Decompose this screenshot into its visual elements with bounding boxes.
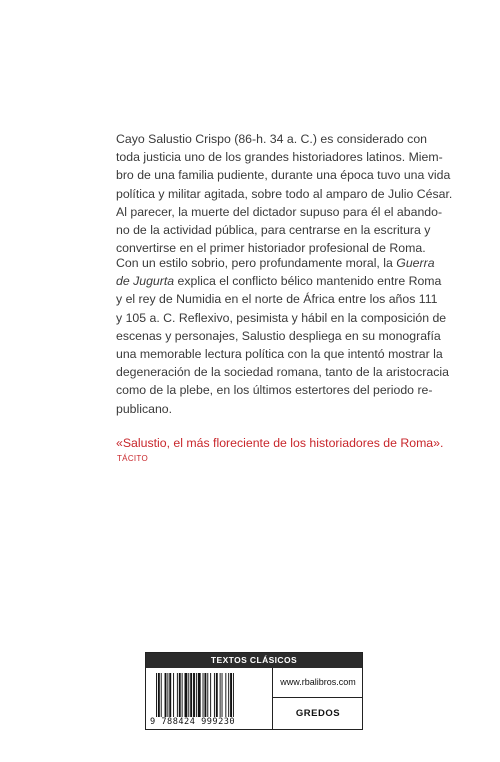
quote-author: TÁCITO [117, 454, 148, 463]
barcode-bar [220, 673, 221, 717]
text-line: toda justicia uno de los grandes historiadores latinos. Miem- [116, 150, 443, 165]
barcode-bar [210, 673, 211, 717]
text-line: no de la actividad pública, para centrarse en la escritura y [116, 223, 431, 238]
barcode-bar [198, 673, 201, 717]
barcode-bar [182, 673, 183, 717]
text-line: una memorable lectura política con la que intentó mostrar la [116, 347, 443, 362]
text-line: escenas y personajes, Salustio despliega en su monografía [116, 328, 441, 343]
text-run: Con un estilo sobrio, pero profundamente moral, la [116, 256, 397, 270]
text-line: convertirse en el primer historiador profesional de Roma. [116, 241, 426, 256]
barcode-bar [214, 673, 215, 717]
barcode-bar [161, 673, 162, 717]
barcode-bar [204, 673, 206, 717]
book-title-italic: Guerra [396, 256, 435, 270]
publisher-website: www.rbalibros.com [272, 668, 363, 698]
barcode-bar [158, 673, 160, 717]
publisher-name: GREDOS [272, 698, 363, 729]
barcode-bar [233, 673, 234, 717]
barcode-bar [179, 673, 181, 717]
text-line: publicano. [116, 401, 173, 416]
text-line [116, 272, 442, 290]
text-line: política y militar agitada, sobre todo al amparo de Julio César. [116, 186, 453, 201]
text-line: bro de una familia pudiente, durante una época tuvo una vida [116, 168, 451, 183]
barcode [150, 673, 270, 727]
collection-label: TEXTOS CLÁSICOS [146, 653, 362, 668]
barcode-bar [230, 673, 232, 717]
critic-quote: «Salustio, el más floreciente de los historiadores de Roma». [116, 436, 444, 450]
barcode-bar [196, 673, 197, 717]
text-line: y 105 a. C. Reflexivo, pesimista y hábil en la composición de [116, 310, 447, 325]
book-title-italic: de Jugurta [116, 274, 175, 289]
isbn-digits: 9 788424 999230 [150, 717, 270, 727]
barcode-bar [167, 673, 168, 717]
barcode-bar [207, 673, 208, 717]
barcode-bar [228, 673, 229, 717]
synopsis-paragraph-1 [116, 130, 453, 257]
barcode-bar [216, 673, 218, 717]
barcode-bar [173, 673, 174, 717]
barcode-bar [156, 673, 157, 717]
barcode-bar [169, 673, 171, 717]
text-line [116, 254, 435, 272]
barcode-box [145, 652, 363, 730]
text-line: degeneración de la sociedad romana, tanto de la aristocracia [116, 365, 449, 380]
text-line: Cayo Salustio Crispo (86-h. 34 a. C.) es considerado con [116, 132, 427, 146]
barcode-bar [185, 673, 188, 717]
barcode-bar [225, 673, 226, 717]
text-line: como de la plebe, en los últimos estertores del periodo re- [116, 383, 433, 398]
synopsis-paragraph-2 [116, 254, 449, 418]
barcode-bar [177, 673, 178, 717]
barcode-bar [165, 673, 167, 717]
text-run: explica el conflicto bélico mantenido entre Roma [174, 274, 442, 289]
barcode-bar [222, 673, 223, 717]
text-line: Al parecer, la muerte del dictador supuso para él el abando- [116, 204, 443, 219]
barcode-bar [193, 673, 195, 717]
barcode-bar [188, 673, 189, 717]
barcode-icon [150, 673, 270, 717]
barcode-bar [190, 673, 192, 717]
text-line: y el rey de Numidia en el norte de África entre los años 111 [116, 292, 438, 307]
barcode-bar [203, 673, 204, 717]
